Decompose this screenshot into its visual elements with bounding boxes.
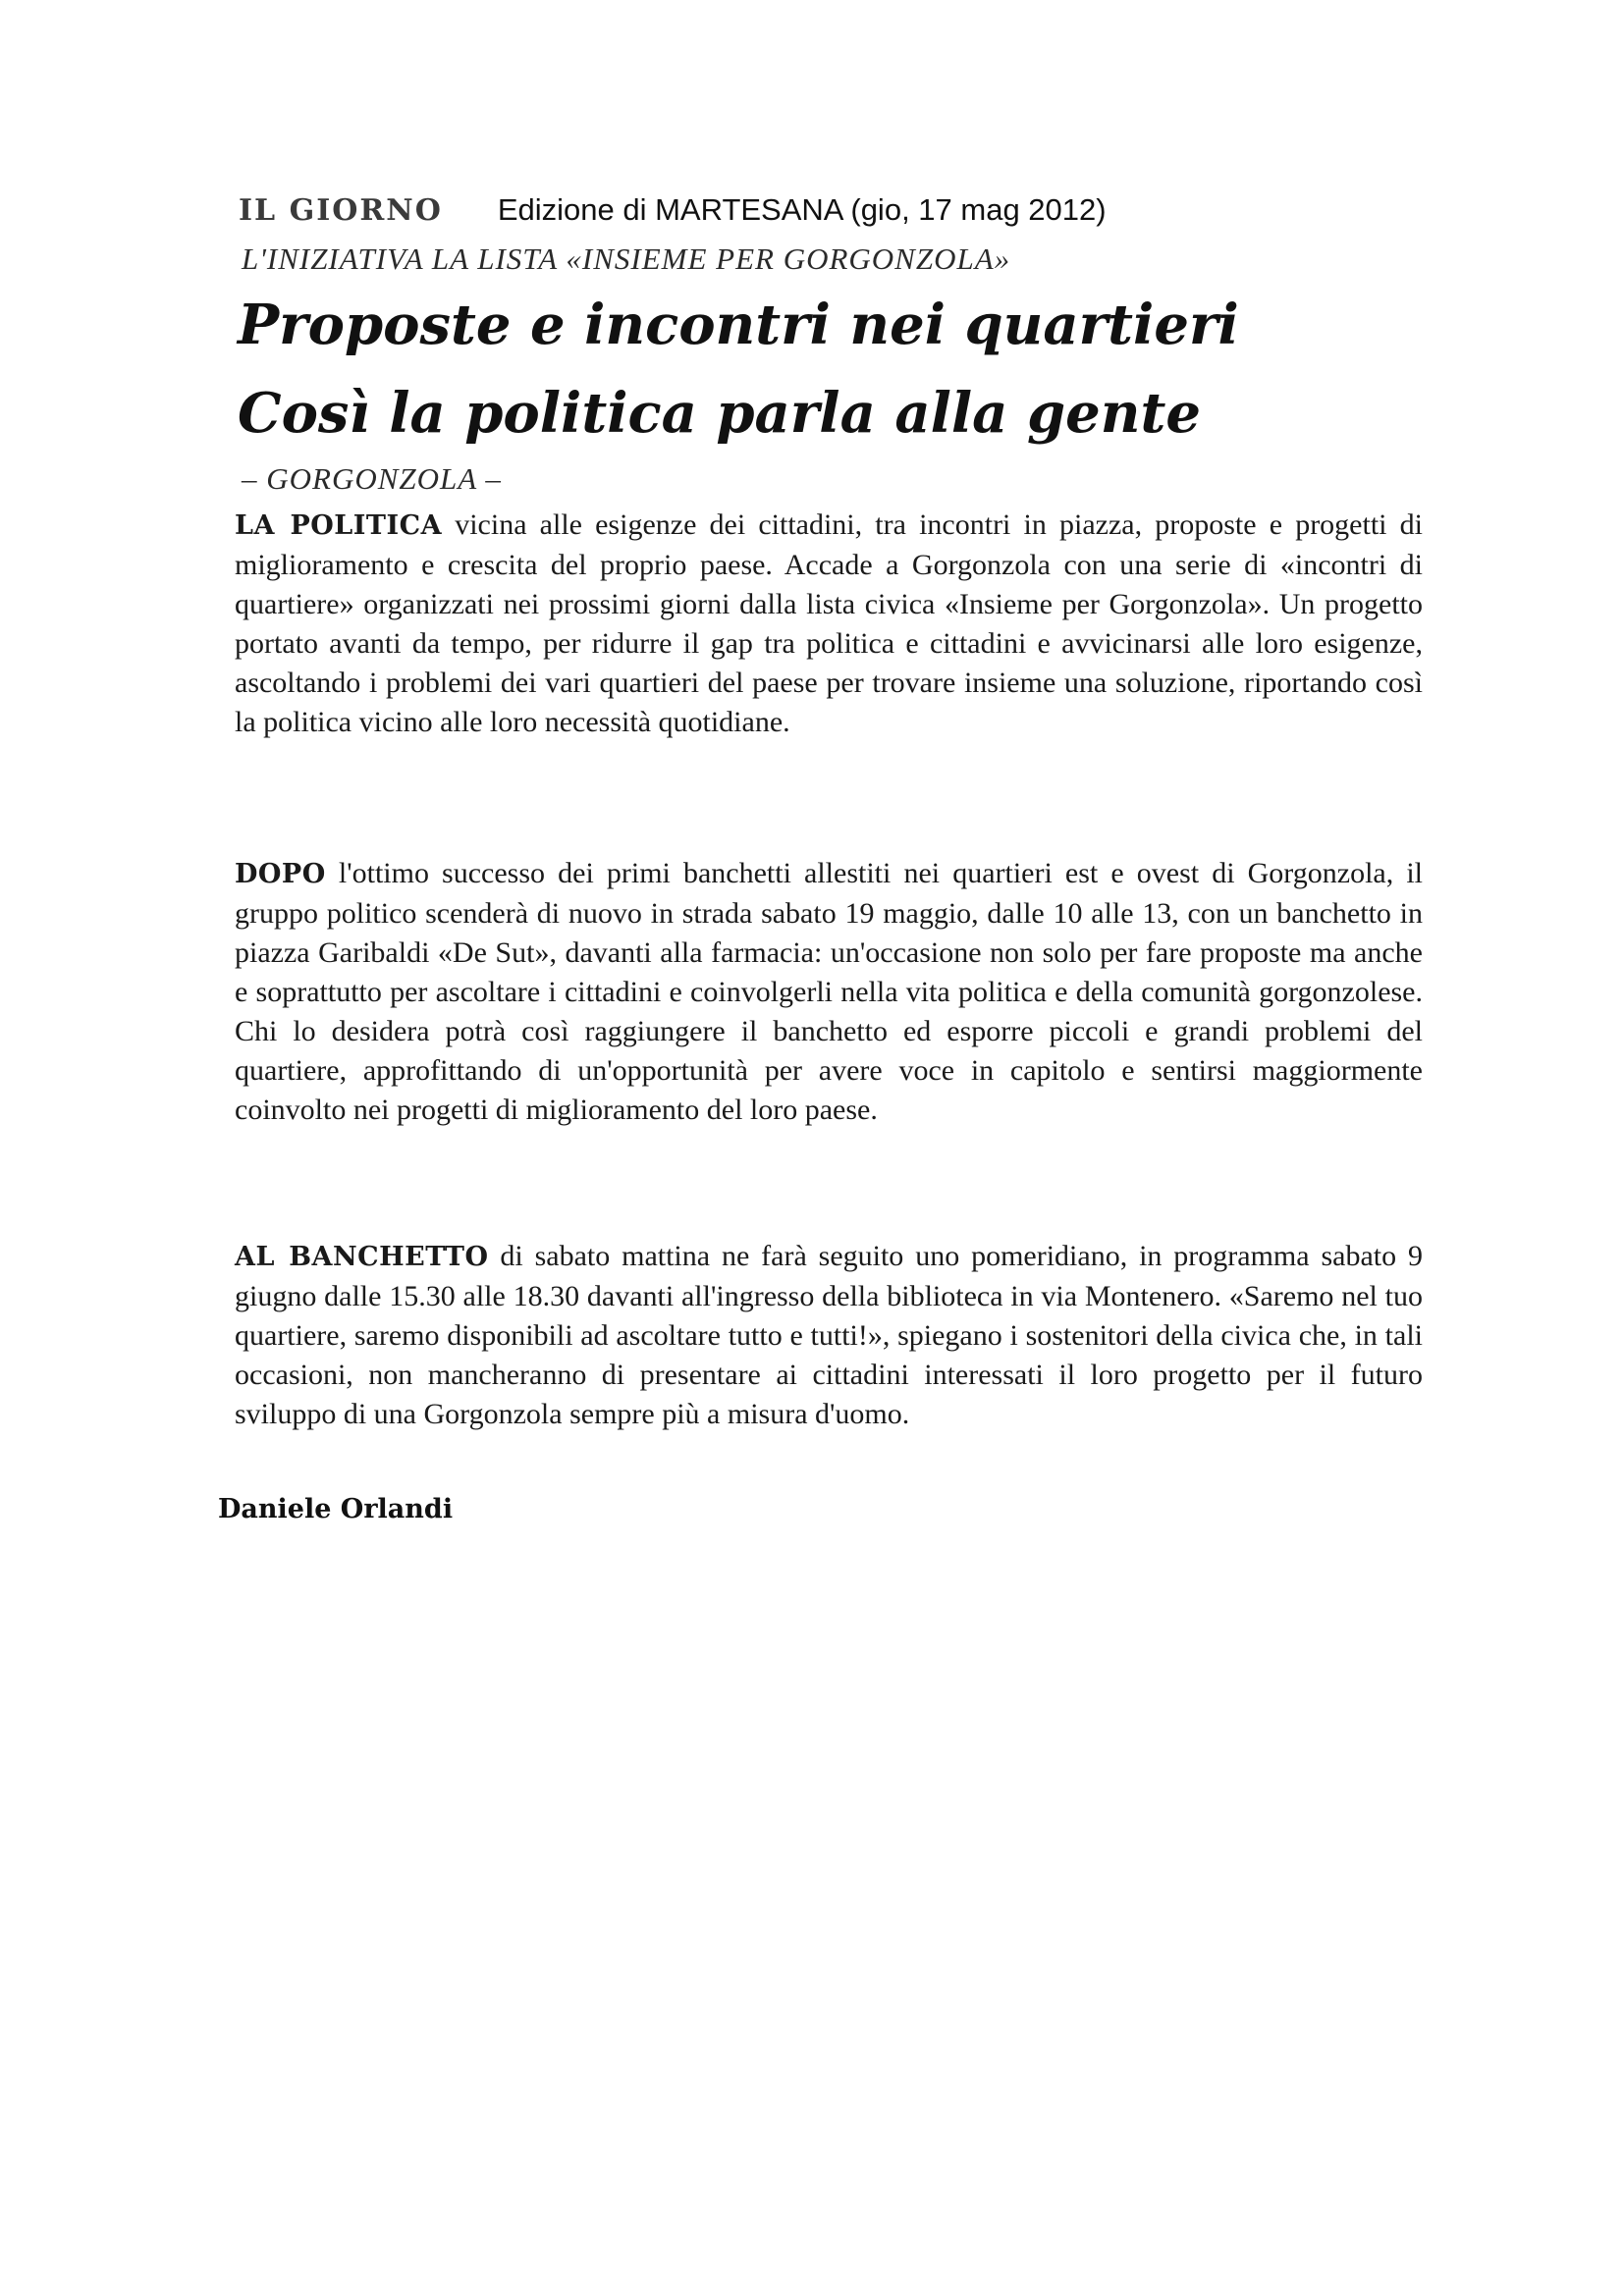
author-byline: Daniele Orlandi xyxy=(218,1494,454,1524)
paragraph-lead: AL BANCHETTO xyxy=(235,1242,489,1272)
article-paragraph-1 xyxy=(235,506,1423,742)
masthead xyxy=(239,192,1107,228)
paragraph-lead: LA POLITICA xyxy=(235,510,443,541)
article-kicker: L'INIZIATIVA LA LISTA «INSIEME PER GORGONZOLA» xyxy=(242,241,1011,276)
paragraph-text: vicina alle esigenze dei cittadini, tra incontri in piazza, proposte e progetti di miglioramento e crescita del proprio paese. Accade a Gorgonzola con una serie di «incontri di quartiere» organizzati nei prossimi giorni dalla lista civica «Insieme per Gorgonzola». Un progetto portato avanti da tempo, per ridurre il gap tra politica e cittadini e avvicinarsi alle loro esigenze, ascoltando i problemi dei vari quartieri del paese per trovare insieme una soluzione, riportando così la politica vicino alle loro necessità quotidiane. xyxy=(235,508,1423,738)
article-headline xyxy=(238,281,1475,457)
dateline: – GORGONZOLA – xyxy=(242,461,502,496)
edition-info: Edizione di MARTESANA (gio, 17 mag 2012) xyxy=(497,192,1107,227)
paragraph-lead: DOPO xyxy=(235,859,326,889)
article-paragraph-2 xyxy=(235,854,1423,1130)
headline-line-1: Proposte e incontri nei quartieri xyxy=(238,293,1239,357)
newspaper-logo: IL GIORNO xyxy=(239,193,443,228)
headline-line-2: Così la politica parla alla gente xyxy=(238,381,1201,446)
paragraph-text: di sabato mattina ne farà seguito uno pomeridiano, in programma sabato 9 giugno dalle 15.30 alle 18.30 davanti all'ingresso della biblioteca in via Montenero. «Saremo nel tuo quartiere, saremo disponibili ad ascoltare tutto e tutti!», spiegano i sostenitori della civica che, in tali occasioni, non mancheranno di presentare ai cittadini interessati il loro progetto per il futuro sviluppo di una Gorgonzola sempre più a misura d'uomo. xyxy=(235,1240,1423,1430)
article-paragraph-3 xyxy=(235,1237,1423,1434)
paragraph-text: l'ottimo successo dei primi banchetti allestiti nei quartieri est e ovest di Gorgonzola, il gruppo politico scenderà di nuovo in strada sabato 19 maggio, dalle 10 alle 13, con un banchetto in piazza Garibaldi «De Sut», davanti alla farmacia: un'occasione non solo per fare proposte ma anche e soprattutto per ascoltare i cittadini e coinvolgerli nella vita politica e della comunità gorgonzolese. Chi lo desidera potrà così raggiungere il banchetto ed esporre piccoli e grandi problemi del quartiere, approfittando di un'opportunità per avere voce in capitolo e sentirsi maggiormente coinvolto nei progetti di miglioramento del loro paese. xyxy=(235,857,1423,1126)
